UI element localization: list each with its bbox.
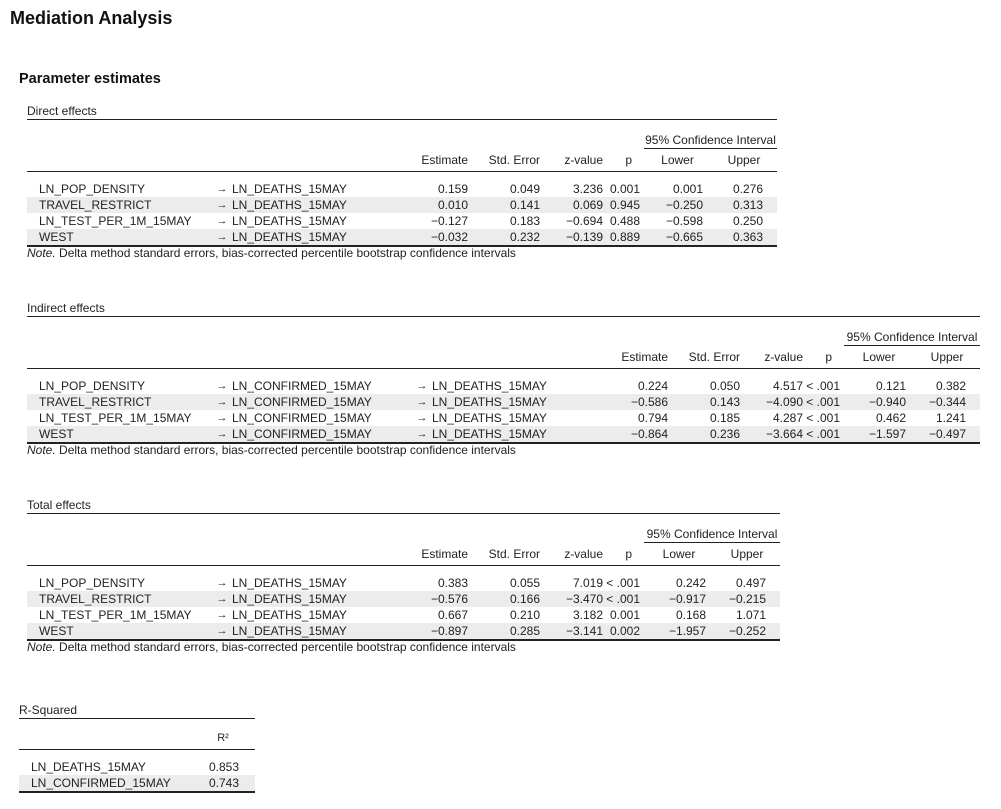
- upper-header: Upper: [714, 543, 780, 566]
- estimate-cell: −0.586: [612, 394, 668, 410]
- table-row: [27, 229, 777, 246]
- predictor-cell: TRAVEL_RESTRICT: [27, 591, 212, 607]
- predictor-cell: LN_POP_DENSITY: [39, 182, 146, 196]
- outcome-cell: LN_DEATHS_15MAY: [432, 426, 612, 443]
- std-error-cell: 0.143: [668, 394, 740, 410]
- predictor-cell: WEST: [27, 426, 212, 443]
- estimate-header: Estimate: [412, 149, 468, 172]
- std-error-cell: 0.185: [709, 411, 740, 425]
- outcome-cell: LN_DEATHS_15MAY: [232, 623, 412, 640]
- p-value-cell: 0.889: [603, 229, 644, 246]
- p-value-cell: < .001: [603, 591, 644, 607]
- std-error-cell: 0.055: [509, 576, 540, 590]
- ci-lower-cell: 0.462: [875, 411, 906, 425]
- outcome-cell: LN_DEATHS_15MAY: [432, 394, 612, 410]
- p-value-cell: < .001: [606, 576, 640, 590]
- p-value-cell: 0.001: [609, 182, 640, 196]
- outcome-cell: LN_DEATHS_15MAY: [432, 411, 547, 425]
- predictor-cell: LN_TEST_PER_1M_15MAY: [39, 214, 192, 228]
- arrow-icon: →: [216, 577, 228, 589]
- p-value-cell: 0.002: [603, 623, 644, 640]
- outcome-cell: LN_DEATHS_15MAY: [232, 214, 347, 228]
- table-row: [27, 607, 780, 623]
- std-error-cell: 0.049: [509, 182, 540, 196]
- z-value-cell: 7.019: [572, 576, 603, 590]
- estimate-cell: 0.667: [437, 608, 468, 622]
- total-effects-title: Total effects: [27, 498, 91, 512]
- r2-value-cell: 0.743: [191, 775, 255, 792]
- z-value-cell: −4.090: [740, 394, 803, 410]
- table-row: [27, 394, 980, 410]
- estimate-cell: −0.897: [412, 623, 468, 640]
- ci-upper-cell: 0.250: [732, 214, 763, 228]
- ci-lower-cell: −0.917: [644, 591, 714, 607]
- lower-header: Lower: [844, 346, 914, 369]
- ci-lower-cell: −0.940: [844, 394, 914, 410]
- estimate-cell: −0.576: [412, 591, 468, 607]
- estimate-cell: −0.864: [612, 426, 668, 443]
- direct-effects-title: Direct effects: [27, 104, 97, 118]
- arrow-icon: →: [212, 623, 232, 640]
- ci-header: 95% Confidence Interval: [644, 522, 780, 543]
- outcome-cell: LN_DEATHS_15MAY: [232, 229, 412, 246]
- std-error-cell: 0.210: [509, 608, 540, 622]
- arrow-icon: →: [416, 380, 428, 392]
- ci-upper-cell: 0.497: [735, 576, 766, 590]
- estimate-cell: 0.794: [637, 411, 668, 425]
- std-error-header: Std. Error: [468, 543, 540, 566]
- p-header: p: [603, 543, 644, 566]
- ci-upper-cell: 0.382: [935, 379, 966, 393]
- ci-upper-cell: 0.313: [711, 197, 777, 213]
- table-row: [27, 378, 980, 394]
- mediator-cell: LN_CONFIRMED_15MAY: [232, 379, 372, 393]
- ci-header: 95% Confidence Interval: [844, 325, 980, 346]
- lower-header: Lower: [644, 149, 711, 172]
- std-error-cell: 0.236: [668, 426, 740, 443]
- ci-lower-cell: −1.597: [844, 426, 914, 443]
- p-value-cell: < .001: [806, 379, 840, 393]
- arrow-icon: →: [216, 183, 228, 195]
- z-value-cell: 0.069: [540, 197, 603, 213]
- indirect-effects-table: [27, 316, 980, 444]
- z-value-cell: −3.664: [740, 426, 803, 443]
- ci-lower-cell: −0.250: [644, 197, 711, 213]
- arrow-icon: →: [416, 412, 428, 424]
- predictor-cell: LN_POP_DENSITY: [39, 379, 146, 393]
- table-row: [19, 759, 255, 775]
- p-value-cell: 0.001: [609, 608, 640, 622]
- table-row: [27, 591, 780, 607]
- std-error-cell: 0.183: [509, 214, 540, 228]
- ci-lower-cell: −0.598: [665, 214, 703, 228]
- z-value-header: z-value: [540, 543, 603, 566]
- section-title: Parameter estimates: [19, 71, 161, 87]
- total-note: Note. Delta method standard errors, bias-corrected percentile bootstrap confidence intervals: [27, 640, 516, 654]
- upper-header: Upper: [914, 346, 980, 369]
- predictor-cell: LN_TEST_PER_1M_15MAY: [39, 608, 192, 622]
- estimate-header: Estimate: [412, 543, 468, 566]
- std-error-cell: 0.050: [709, 379, 740, 393]
- rsquared-title: R-Squared: [19, 703, 78, 717]
- estimate-cell: 0.224: [637, 379, 668, 393]
- std-error-cell: 0.232: [468, 229, 540, 246]
- estimate-cell: 0.159: [437, 182, 468, 196]
- table-row: [27, 181, 777, 197]
- table-row: [27, 623, 780, 640]
- predictor-cell: TRAVEL_RESTRICT: [27, 394, 212, 410]
- table-row: [27, 426, 980, 443]
- ci-upper-cell: −0.215: [714, 591, 780, 607]
- std-error-cell: 0.166: [468, 591, 540, 607]
- direct-effects-table: [27, 119, 777, 247]
- ci-lower-cell: 0.121: [875, 379, 906, 393]
- outcome-cell: LN_DEATHS_15MAY: [232, 182, 347, 196]
- std-error-cell: 0.285: [468, 623, 540, 640]
- predictor-cell: LN_TEST_PER_1M_15MAY: [39, 411, 192, 425]
- p-value-cell: < .001: [806, 411, 840, 425]
- z-value-header: z-value: [540, 149, 603, 172]
- arrow-icon: →: [412, 394, 432, 410]
- variable-cell: LN_DEATHS_15MAY: [31, 760, 146, 774]
- std-error-header: Std. Error: [668, 346, 740, 369]
- total-effects-table: [27, 513, 780, 641]
- ci-upper-cell: −0.252: [714, 623, 780, 640]
- p-value-cell: 0.488: [609, 214, 640, 228]
- ci-upper-cell: 1.071: [735, 608, 766, 622]
- rsquared-table: [19, 718, 255, 793]
- upper-header: Upper: [711, 149, 777, 172]
- arrow-icon: →: [216, 609, 228, 621]
- arrow-icon: →: [216, 215, 228, 227]
- table-row: [27, 213, 777, 229]
- mediator-cell: LN_CONFIRMED_15MAY: [232, 411, 372, 425]
- z-value-header: z-value: [740, 346, 803, 369]
- direct-note: Note. Delta method standard errors, bias-corrected percentile bootstrap confidence intervals: [27, 246, 516, 260]
- outcome-cell: LN_DEATHS_15MAY: [432, 379, 547, 393]
- mediator-cell: LN_CONFIRMED_15MAY: [232, 394, 412, 410]
- predictor-cell: TRAVEL_RESTRICT: [27, 197, 212, 213]
- arrow-icon: →: [412, 426, 432, 443]
- z-value-cell: 3.182: [572, 608, 603, 622]
- variable-cell: LN_CONFIRMED_15MAY: [19, 775, 191, 792]
- ci-upper-cell: −0.497: [914, 426, 980, 443]
- z-value-cell: −0.694: [565, 214, 603, 228]
- arrow-icon: →: [212, 229, 232, 246]
- ci-lower-cell: −1.957: [644, 623, 714, 640]
- std-error-cell: 0.141: [468, 197, 540, 213]
- indirect-note: Note. Delta method standard errors, bias-corrected percentile bootstrap confidence intervals: [27, 443, 516, 457]
- outcome-cell: LN_DEATHS_15MAY: [232, 197, 412, 213]
- ci-lower-cell: −0.665: [644, 229, 711, 246]
- indirect-effects-title: Indirect effects: [27, 301, 105, 315]
- estimate-header: Estimate: [612, 346, 668, 369]
- estimate-cell: −0.032: [412, 229, 468, 246]
- predictor-cell: WEST: [27, 229, 212, 246]
- z-value-cell: 4.287: [772, 411, 803, 425]
- z-value-cell: 4.517: [772, 379, 803, 393]
- estimate-cell: 0.383: [437, 576, 468, 590]
- p-value-cell: 0.945: [603, 197, 644, 213]
- ci-lower-cell: 0.242: [675, 576, 706, 590]
- table-row: [27, 410, 980, 426]
- z-value-cell: −3.470: [540, 591, 603, 607]
- arrow-icon: →: [212, 426, 232, 443]
- predictor-cell: LN_POP_DENSITY: [39, 576, 146, 590]
- arrow-icon: →: [216, 412, 228, 424]
- z-value-cell: −3.141: [540, 623, 603, 640]
- p-header: p: [803, 346, 844, 369]
- r2-header: R²: [191, 727, 255, 750]
- ci-lower-cell: 0.168: [675, 608, 706, 622]
- ci-header: 95% Confidence Interval: [644, 128, 777, 149]
- ci-upper-cell: 0.276: [732, 182, 763, 196]
- z-value-cell: −0.139: [540, 229, 603, 246]
- p-header: p: [603, 149, 644, 172]
- arrow-icon: →: [212, 591, 232, 607]
- z-value-cell: 3.236: [572, 182, 603, 196]
- r2-value-cell: 0.853: [208, 760, 239, 774]
- outcome-cell: LN_DEATHS_15MAY: [232, 576, 347, 590]
- ci-upper-cell: 0.363: [711, 229, 777, 246]
- mediator-cell: LN_CONFIRMED_15MAY: [232, 426, 412, 443]
- p-value-cell: < .001: [803, 426, 844, 443]
- outcome-cell: LN_DEATHS_15MAY: [232, 608, 347, 622]
- ci-upper-cell: 1.241: [935, 411, 966, 425]
- predictor-cell: WEST: [27, 623, 212, 640]
- arrow-icon: →: [216, 380, 228, 392]
- p-value-cell: < .001: [803, 394, 844, 410]
- arrow-icon: →: [212, 197, 232, 213]
- estimate-cell: 0.010: [412, 197, 468, 213]
- std-error-header: Std. Error: [468, 149, 540, 172]
- ci-lower-cell: 0.001: [672, 182, 703, 196]
- outcome-cell: LN_DEATHS_15MAY: [232, 591, 412, 607]
- lower-header: Lower: [644, 543, 714, 566]
- table-row: [27, 197, 777, 213]
- table-row: [27, 575, 780, 591]
- ci-upper-cell: −0.344: [914, 394, 980, 410]
- page-title: Mediation Analysis: [10, 8, 173, 28]
- arrow-icon: →: [212, 394, 232, 410]
- table-row: [19, 775, 255, 792]
- estimate-cell: −0.127: [430, 214, 468, 228]
